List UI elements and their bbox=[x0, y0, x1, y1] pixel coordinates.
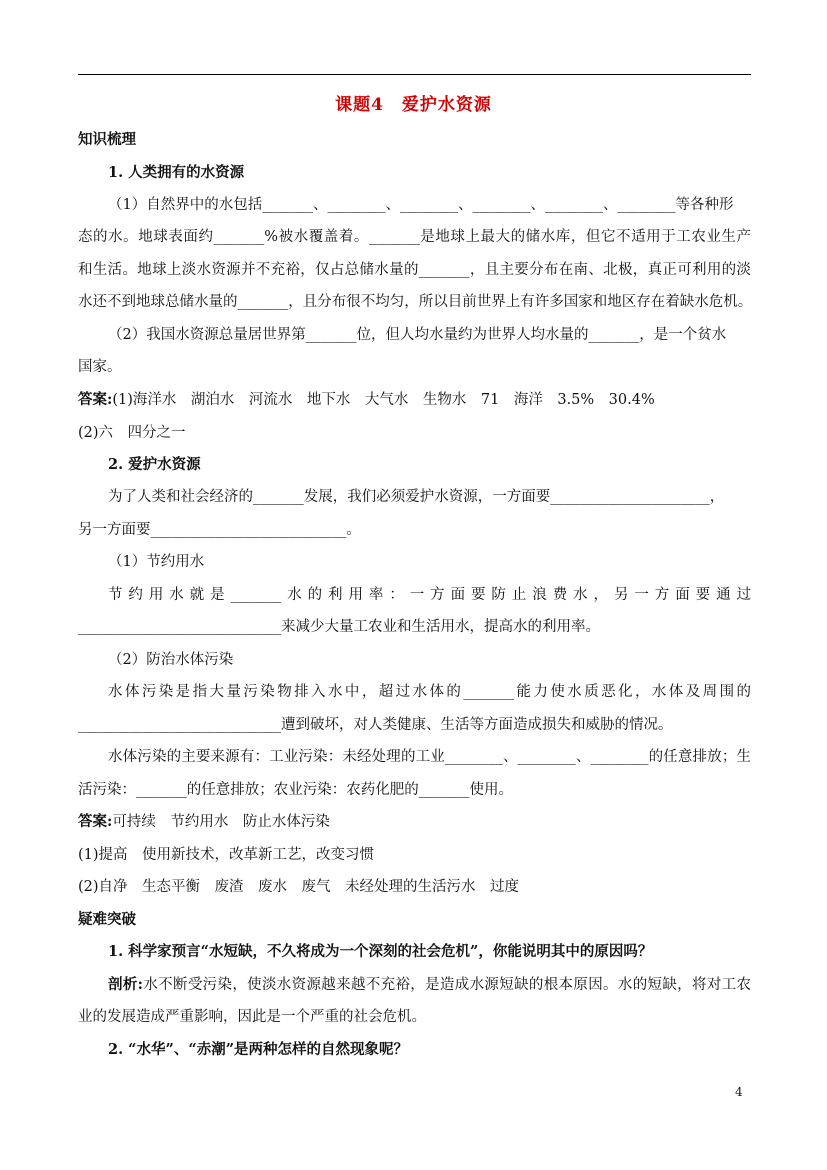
text-line: 节约用水就是_______水的利用率：一方面要防止浪费水，另一方面要通过 bbox=[108, 587, 751, 603]
text-line: 国家。 bbox=[78, 359, 122, 375]
text-line: 另一方面要___________________________。 bbox=[78, 522, 361, 538]
text-line: 业的发展造成严重影响，因此是一个严重的社会危机。 bbox=[78, 1009, 426, 1025]
text-line: 和生活。地球上淡水资源并不充裕，仅占总储水量的_______，且主要分布在南、北极，真正可利用的淡 bbox=[78, 262, 751, 278]
answer-text: (1)海洋水 湖泊水 河流水 地下水 大气水 生物水 71 海洋 3.5% 30.4% bbox=[112, 392, 655, 408]
subheading-save-water: （1）节约用水 bbox=[108, 554, 205, 570]
page-title: 课题4 爱护水资源 bbox=[335, 95, 492, 115]
answer-line bbox=[78, 390, 751, 410]
section-heading-difficulty: 疑难突破 bbox=[78, 911, 136, 928]
answer-label: 答案: bbox=[78, 391, 113, 408]
text-line: ____________________________来减少大量工农业和生活用水，提高水的利用率。 bbox=[78, 619, 600, 635]
answer-label: 答案: bbox=[78, 813, 113, 830]
text-line: （1）自然界中的水包括_______、________、________、________、________、________等各种形 bbox=[108, 197, 734, 213]
answer-line: (1)提高 使用新技术，改革新工艺，改变习惯 bbox=[78, 847, 375, 863]
question-heading: 1. 科学家预言“水短缺，不久将成为一个深刻的社会危机”，你能说明其中的原因吗？ bbox=[108, 943, 653, 960]
page-number: 4 bbox=[735, 1085, 743, 1099]
answer-text: 可持续 节约用水 防止水体污染 bbox=[112, 814, 330, 830]
question-heading: 2. “水华”、“赤潮”是两种怎样的自然现象呢？ bbox=[108, 1041, 409, 1058]
text-line: 态的水。地球表面约_______%被水覆盖着。_______是地球上最大的储水库，但它不适用于工农业生产 bbox=[78, 229, 751, 245]
text-line: 水体污染的主要来源有：工业污染：未经处理的工业________、________、________的任意排放；生 bbox=[108, 749, 751, 765]
analysis-label: 剖析: bbox=[108, 976, 144, 993]
text-line: 水体污染是指大量污染物排入水中，超过水体的_______能力使水质恶化，水体及周围的 bbox=[108, 684, 751, 700]
analysis-text: 水不断受污染，使淡水资源越来越不充裕，是造成水源短缺的根本原因。水的短缺，将对工农 bbox=[143, 977, 751, 993]
answer-line bbox=[78, 812, 751, 832]
answer-line: (2)六 四分之一 bbox=[78, 425, 186, 441]
text-line: （2）我国水资源总量居世界第_______位，但人均水量约为世界人均水量的_______，是一个贫水 bbox=[108, 327, 727, 343]
section-heading-knowledge: 知识梳理 bbox=[78, 131, 136, 148]
text-line: ____________________________遭到破坏，对人类健康、生活等方面造成损失和威胁的情况。 bbox=[78, 717, 673, 733]
header-rule bbox=[78, 74, 751, 75]
text-line: 活污染：_______的任意排放；农业污染：农药化肥的_______使用。 bbox=[78, 782, 513, 798]
subheading-water-resources: 1. 人类拥有的水资源 bbox=[108, 164, 245, 181]
answer-line: (2)自净 生态平衡 废渣 废水 废气 未经处理的生活污水 过度 bbox=[78, 879, 520, 895]
text-line: 水还不到地球总储水量的_______，且分布很不均匀，所以目前世界上有许多国家和地区存在着缺水危机。 bbox=[78, 294, 753, 310]
analysis-line bbox=[108, 975, 751, 995]
subheading-prevent-pollution: （2）防治水体污染 bbox=[108, 652, 234, 668]
text-line: 为了人类和社会经济的_______发展，我们必须爱护水资源，一方面要______________________， bbox=[108, 489, 725, 505]
subheading-protect-water: 2. 爱护水资源 bbox=[108, 456, 201, 473]
